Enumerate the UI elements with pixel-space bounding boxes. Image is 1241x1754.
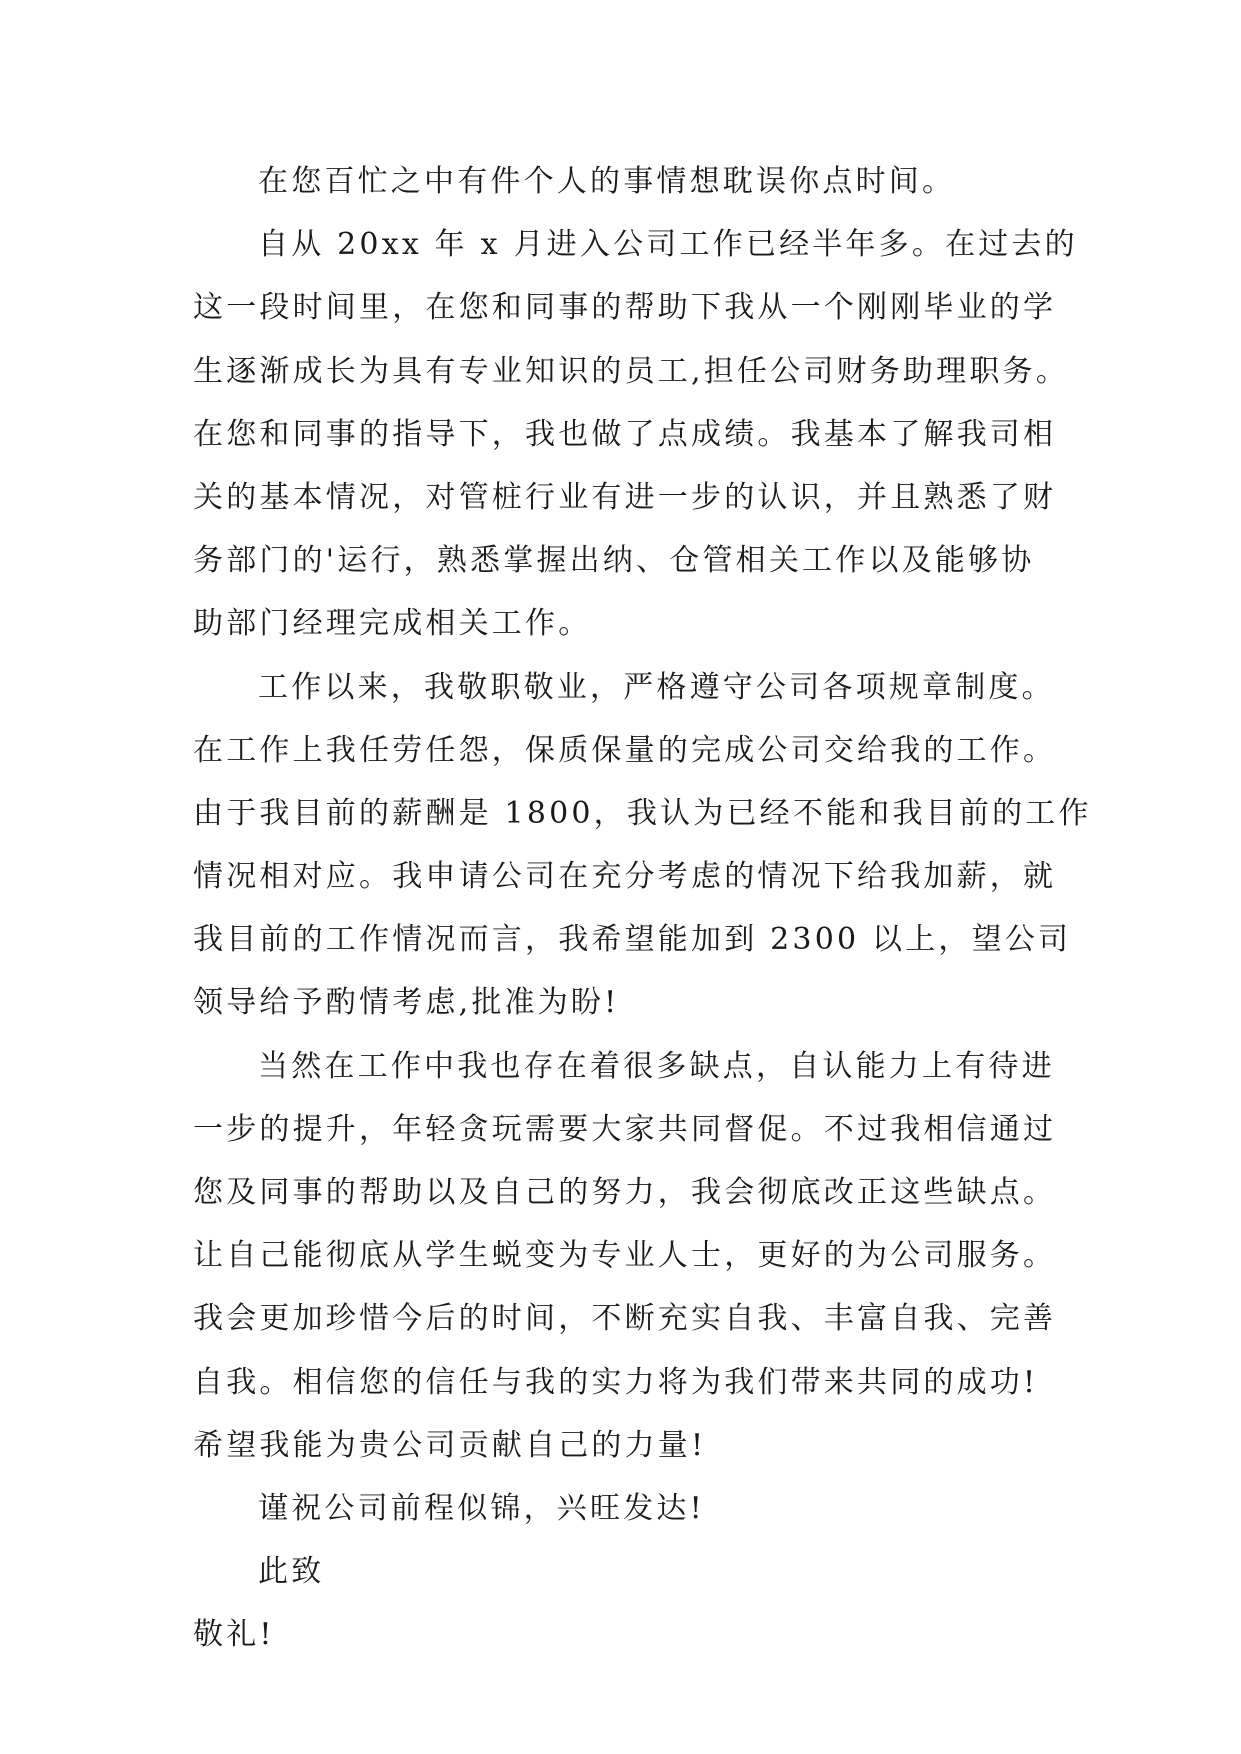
letter-body bbox=[193, 150, 1092, 1667]
paragraph-line: 谨祝公司前程似锦，兴旺发达! bbox=[258, 1490, 705, 1526]
paragraph-line: 由于我目前的薪酬是 1800，我认为已经不能和我目前的工作 bbox=[193, 795, 1092, 831]
paragraph-line: 让自己能彻底从学生蜕变为专业人士，更好的为公司服务。 bbox=[193, 1238, 1057, 1274]
paragraph-3 bbox=[193, 656, 1092, 1035]
paragraph-line: 您及同事的帮助以及自己的努力，我会彻底改正这些缺点。 bbox=[193, 1175, 1057, 1210]
paragraph-line: 当然在工作中我也存在着很多缺点，自认能力上有待进 bbox=[258, 1048, 1055, 1084]
paragraph-line: 领导给予酌情考虑,批准为盼! bbox=[193, 985, 620, 1021]
paragraph-4 bbox=[193, 1035, 1073, 1477]
paragraph-2 bbox=[193, 213, 1078, 655]
paragraph-line: 助部门经理完成相关工作。 bbox=[193, 606, 592, 642]
paragraph-line: 我目前的工作情况而言，我希望能加到 2300 以上，望公司 bbox=[193, 922, 1072, 958]
paragraph-line: 在您和同事的指导下，我也做了点成绩。我基本了解我司相 bbox=[193, 416, 1057, 452]
paragraph-1 bbox=[193, 150, 1073, 213]
paragraph-line: 在工作上我任劳任怨，保质保量的完成公司交给我的工作。 bbox=[193, 732, 1057, 768]
paragraph-line: 这一段时间里，在您和同事的帮助下我从一个刚刚毕业的学 bbox=[193, 290, 1057, 326]
paragraph-line: 生逐渐成长为具有专业知识的员工,担任公司财务助理职务。 bbox=[193, 353, 1069, 389]
paragraph-line: 在您百忙之中有件个人的事情想耽误你点时间。 bbox=[258, 164, 956, 199]
paragraph-line: 自从 20xx 年 x 月进入公司工作已经半年多。在过去的 bbox=[258, 227, 1078, 263]
paragraph-line: 一步的提升，年轻贪玩需要大家共同督促。不过我相信通过 bbox=[193, 1111, 1057, 1147]
paragraph-line: 我会更加珍惜今后的时间，不断充实自我、丰富自我、完善 bbox=[193, 1301, 1057, 1337]
paragraph-5 bbox=[193, 1477, 1073, 1540]
paragraph-line: 务部门的'运行，熟悉掌握出纳、仓管相关工作以及能够协 bbox=[193, 543, 1035, 579]
paragraph-line: 关的基本情况，对管桩行业有进一步的认识，并且熟悉了财 bbox=[193, 479, 1057, 515]
paragraph-line: 自我。相信您的信任与我的实力将为我们带来共同的成功! bbox=[193, 1364, 1039, 1400]
paragraph-line: 希望我能为贵公司贡献自己的力量! bbox=[193, 1427, 707, 1463]
closing-phrase: 此致 bbox=[258, 1554, 325, 1590]
paragraph-line: 情况相对应。我申请公司在充分考虑的情况下给我加薪，就 bbox=[193, 859, 1057, 895]
salutation: 敬礼! bbox=[193, 1617, 275, 1653]
paragraph-line: 工作以来，我敬职敬业，严格遵守公司各项规章制度。 bbox=[258, 669, 1055, 705]
